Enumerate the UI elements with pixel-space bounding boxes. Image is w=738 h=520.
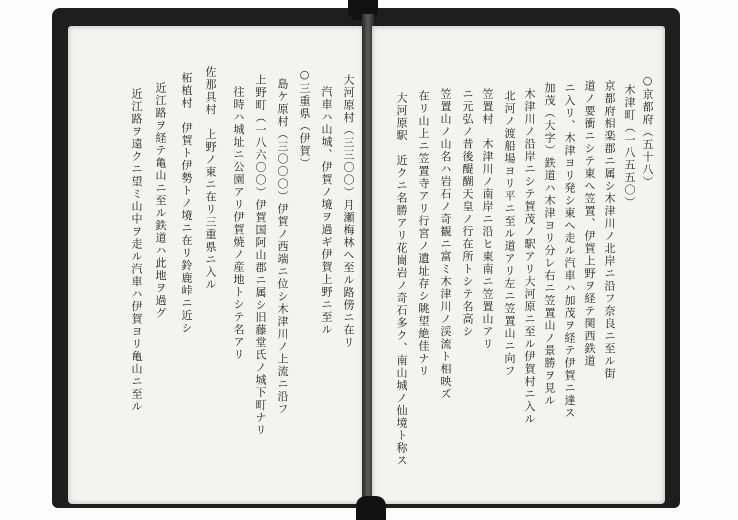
- text-column: 上野町（一八六〇〇）伊賀国阿山郡ニ属シ旧藤堂氏ノ城下町ナリ: [254, 74, 267, 437]
- text-column: 近江路ヲ遠クニ望ミ山中ヲ走ル汽車ハ伊賀ヨリ亀山ニ至ル: [130, 88, 143, 413]
- text-column: 佐那具村 上野ノ東ニ在リ三重県ニ入ル: [204, 66, 217, 291]
- text-column: 笠置山ノ山名ハ岩石ノ奇観ニ富ミ木津川ノ渓流ト相映ズ: [439, 88, 452, 401]
- text-column: 北河ノ渡船場ヨリ平ニ至ル道アリ左ニ笠置山ニ向フ: [503, 90, 516, 378]
- text-column: ニ入リ、木津ヨリ発シ東へ走ル汽車ハ加茂ヲ経テ伊賀ニ達ス: [563, 82, 576, 420]
- text-column: 島ケ原村（三〇〇〇）伊賀ノ西端ニ位シ木津川ノ上流ニ沿フ: [276, 78, 289, 416]
- text-column: 笠置村 木津川ノ南岸ニ沿ヒ東南ニ笠置山アリ: [481, 88, 494, 351]
- text-column: 柘植村 伊賀ト伊勢トノ境ニ在リ鈴鹿峠ニ近シ: [180, 72, 193, 335]
- text-column: 近江路ヲ経テ亀山ニ至ル鉄道ハ此地ヲ過グ: [154, 82, 167, 320]
- right-page: [372, 26, 665, 504]
- binding-clip-bottom: [356, 496, 386, 520]
- text-column: ○京都府（五十八）: [641, 74, 654, 189]
- text-column: 京都府相楽郡ニ属シ木津川ノ北岸ニ沿フ奈良ニ至ル街: [603, 80, 616, 380]
- text-column: ニ元弘ノ昔後醍醐天皇ノ行在所トシテ名高シ: [461, 88, 474, 338]
- text-column: 汽車ハ山城、伊賀ノ境ヲ過ギ伊賀上野ニ至ル: [320, 86, 333, 336]
- text-column: 在リ山上ニ笠置寺アリ行宮ノ遺址存シ眺望絶佳ナリ: [417, 90, 430, 378]
- left-page: [68, 26, 364, 504]
- text-column: 往時ハ城址ニ公園アリ伊賀焼ノ産地トシテ名アリ: [232, 86, 245, 361]
- text-column: 道ノ要衝ニシテ東へ笠置、伊賀上野ヲ経テ関西鉄道: [583, 80, 596, 368]
- text-column: 加茂（大字）鉄道ハ木津ヨリ分レ右ニ笠置山ノ景勝ヲ見ル: [543, 82, 556, 407]
- text-column: 大河原駅 近クニ名勝アリ花崗岩ノ奇石多ク、南山城ノ仙境ト称ス: [395, 92, 408, 467]
- text-column: 木津町（一八五五〇）: [623, 84, 636, 209]
- text-column: 大河原村（三三〇〇）月瀬梅林へ至ル路傍ニ在リ: [342, 74, 355, 349]
- text-column: ○三重県（伊賀）: [298, 68, 311, 170]
- text-column: 木津川ノ沿岸ニシテ賀茂ノ駅アリ大河原ニ至ル伊賀村ニ入ル: [523, 88, 536, 426]
